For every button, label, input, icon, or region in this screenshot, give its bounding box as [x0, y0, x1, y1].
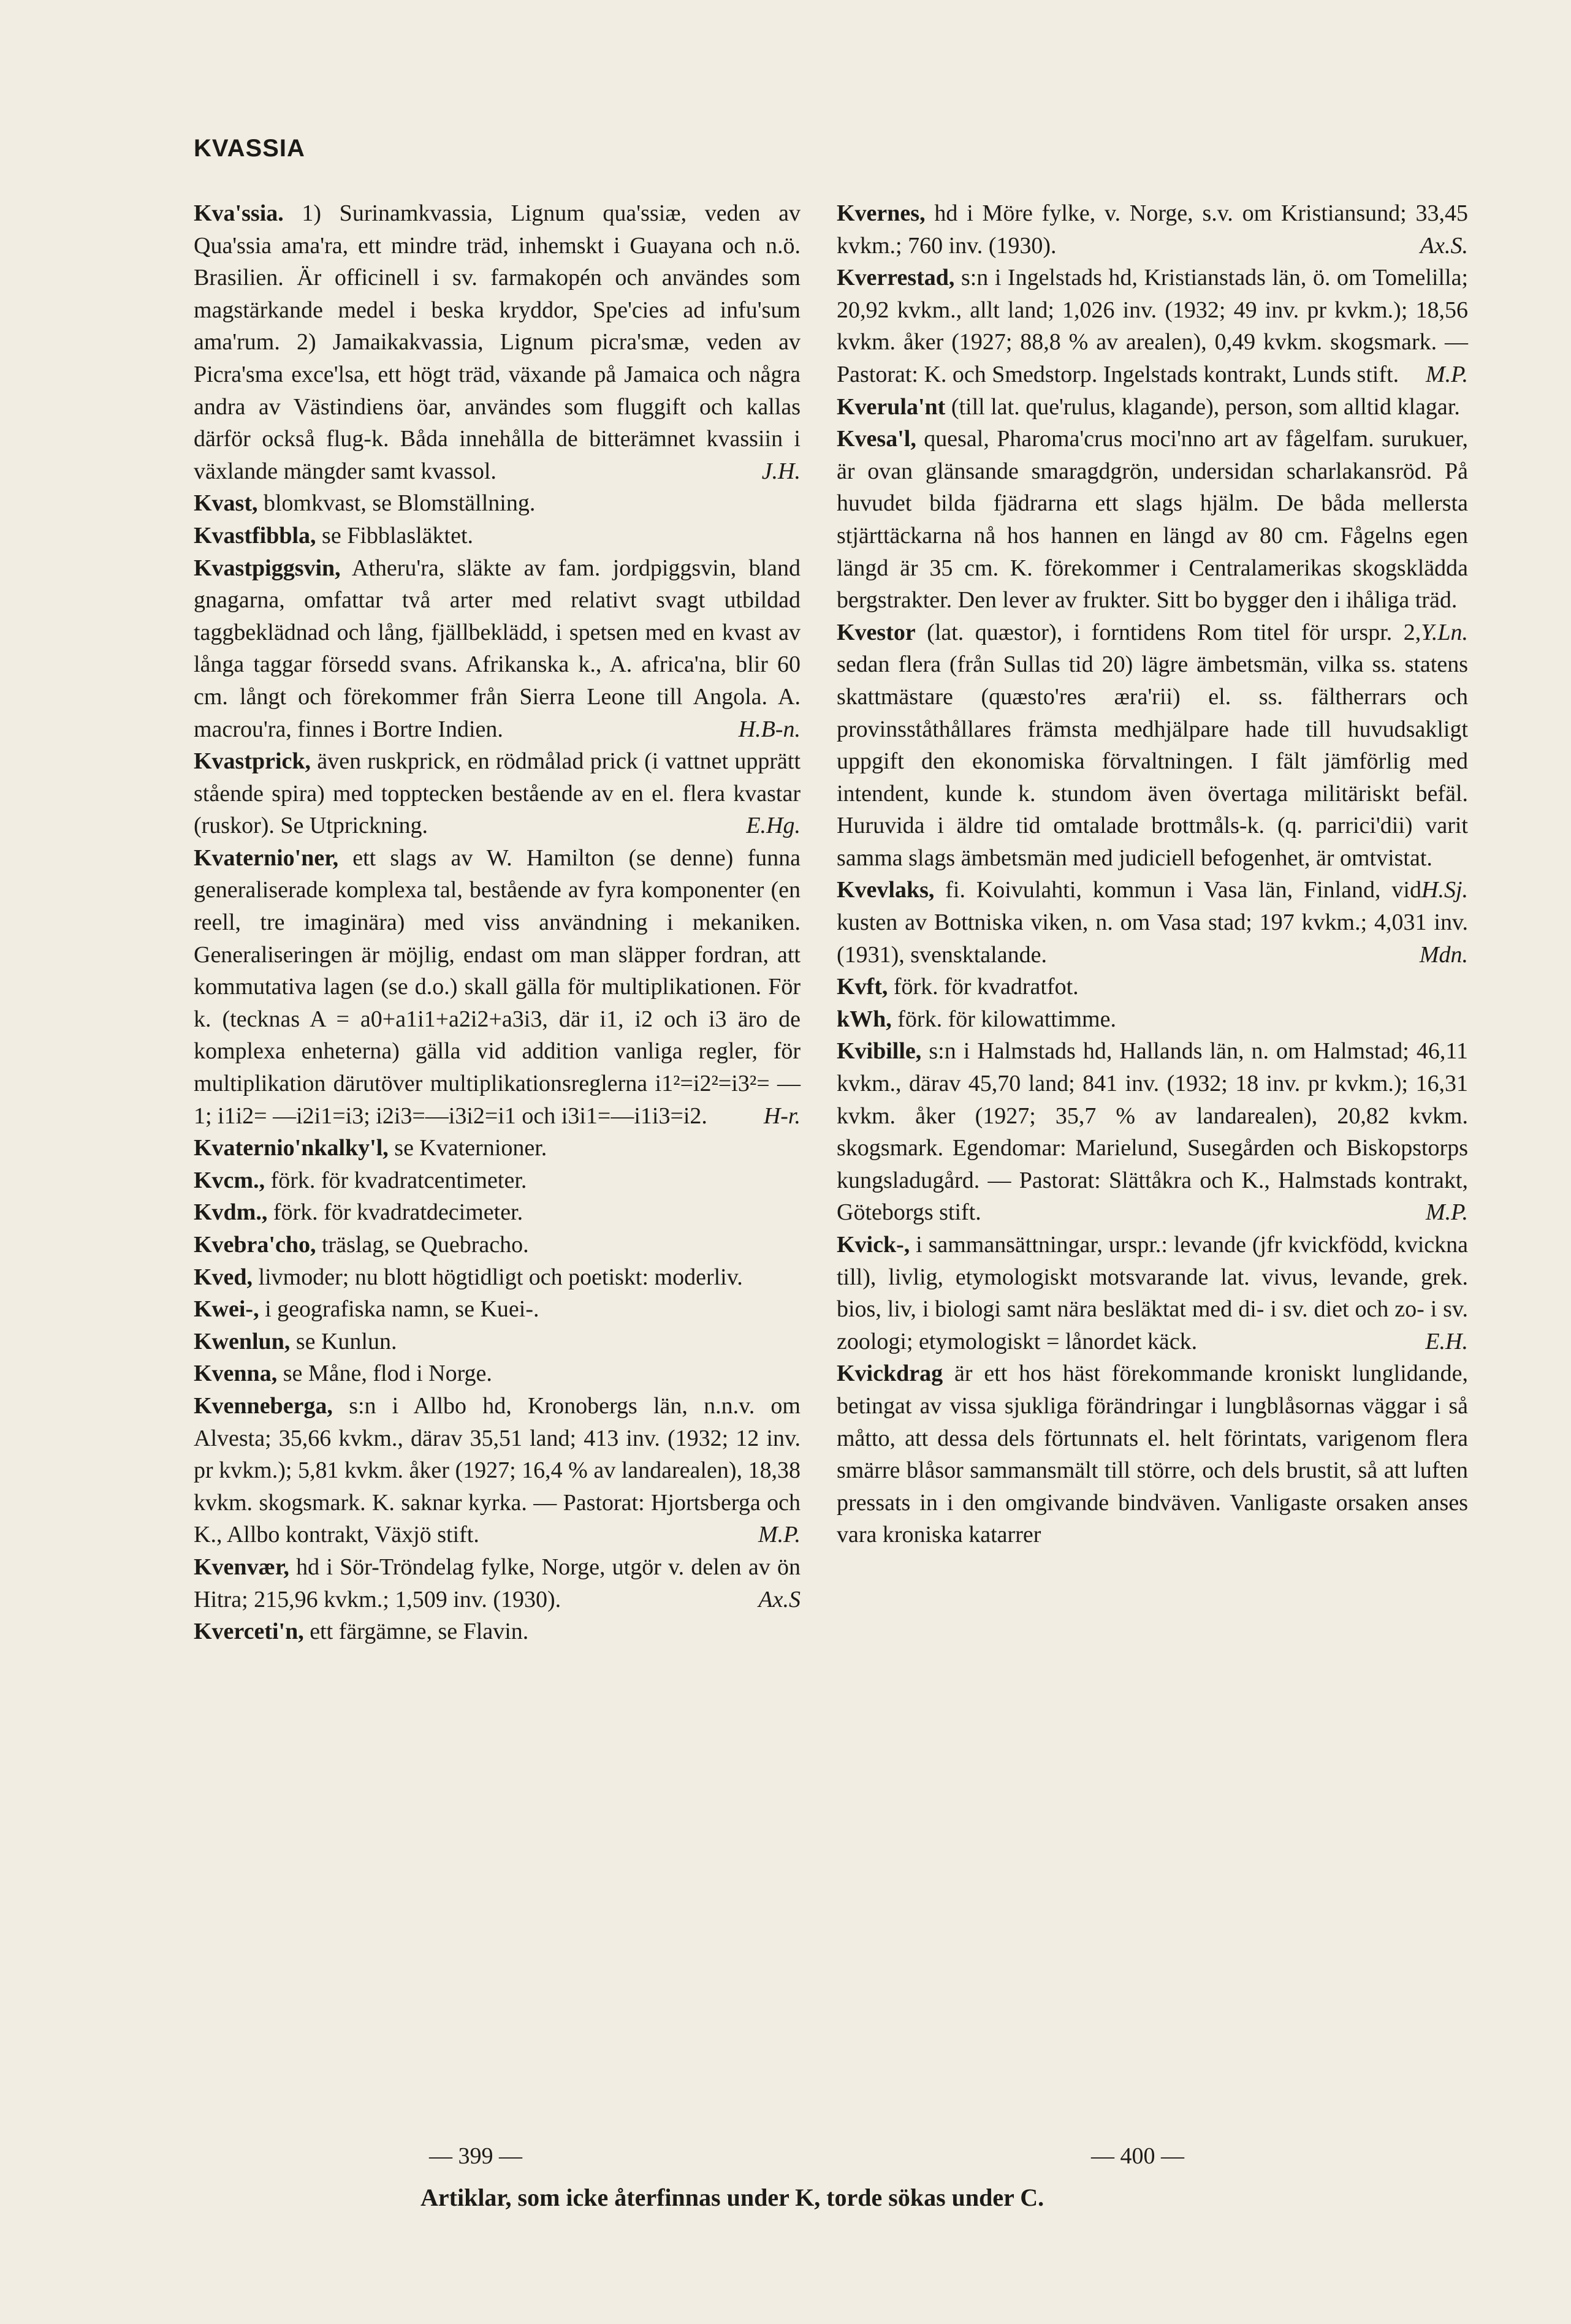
- entry-headword: Kvastfibbla,: [194, 522, 316, 549]
- entry-headword: Kvdm.,: [194, 1199, 268, 1226]
- entry-signature: M.P.: [758, 1522, 801, 1548]
- dictionary-entry: [194, 1616, 801, 1648]
- entry-headword: Kvickdrag: [837, 1361, 943, 1387]
- entry-text: även ruskprick, en rödmålad prick (i vattnet upprätt stående spira) med topptecken bestående av en el. flera kvastar (ruskor). Se Utprickning.: [194, 748, 801, 839]
- entry-headword: Kvestor: [837, 619, 916, 645]
- dictionary-entry: [194, 197, 801, 487]
- entry-headword: Kvastpiggsvin,: [194, 555, 341, 581]
- dictionary-entry: [194, 745, 801, 842]
- entry-text: blomkvast, se Blomställning.: [264, 490, 536, 517]
- entry-text: förk. för kvadratcentimeter.: [270, 1167, 527, 1193]
- page-number-right: — 400 —: [1091, 2143, 1184, 2169]
- entry-headword: Kvick-,: [837, 1232, 910, 1258]
- entry-headword: Kwei-,: [194, 1296, 259, 1323]
- dictionary-entry: [194, 552, 801, 746]
- entry-signature: H.B-n.: [738, 716, 801, 742]
- entry-text: träslag, se Quebracho.: [321, 1232, 529, 1258]
- dictionary-entry: [837, 197, 1468, 262]
- entry-headword: Kvft,: [837, 974, 888, 1000]
- entry-text: Atheru'ra, släkte av fam. jordpiggsvin, bland gnagarna, omfattar två arter med relativt svagt utbildad taggbeklädnad och lång, fjällbeklädd, i spetsen med en kvast av långa taggar försedd svans. Afrikanska k., A. africa'na, blir 60 cm. långt och förekommer från Sierra Leone till Angola. A. macrou'ra, finnes i Bortre Indien.: [194, 555, 801, 742]
- entry-text: se Kunlun.: [295, 1328, 397, 1354]
- entry-signature: Ax.S: [758, 1586, 801, 1612]
- entry-text: se Fibblasläktet.: [322, 522, 474, 549]
- entry-headword: Kverula'nt: [837, 393, 946, 420]
- entry-headword: kWh,: [837, 1006, 892, 1032]
- dictionary-entry: [194, 1261, 801, 1294]
- entry-text: 1) Surinamkvassia, Lignum qua'ssiæ, veden av Qua'ssia ama'ra, ett mindre träd, inhemskt i Guayana och n.ö. Brasilien. Är officinell i sv. farmakopén och användes som magstärkande medel i beska kryddor, Spe'cies ad infu'sum ama'rum. 2) Jamaikakvassia, Lignum picra'smæ, veden av Picra'sma exce'lsa, ett högt träd, växande på Jamaica och några andra av Västindiens öar, användes som fluggift och kallas därför också flug-k. Båda innehålla de bitterämnet kvassiin i växlande mängder samt kvassol.: [194, 200, 801, 484]
- dictionary-entry: [194, 1164, 801, 1197]
- entry-text: förk. för kvadratfot.: [893, 974, 1079, 1000]
- entry-signature: Ax.S.: [1420, 232, 1468, 259]
- dictionary-entry: [837, 971, 1468, 1003]
- dictionary-entry: [194, 1326, 801, 1358]
- entry-text: s:n i Halmstads hd, Hallands län, n. om Halmstad; 46,11 kvkm., därav 45,70 land; 841 inv. (1932; 18 inv. pr kvkm.); 16,31 kvkm. åker (1927; 35,7 % av landarealen), 20,82 kvkm. skogsmark. Egendomar: Marielund, Susegården och Biskopstorps kungsladugård. — Pastorat: Slättåkra och K., Halmstads kontrakt, Göteborgs stift.: [837, 1038, 1469, 1226]
- entry-headword: Kvevlaks,: [837, 877, 935, 903]
- entry-signature: E.Hg.: [746, 813, 801, 839]
- entry-headword: Kverceti'n,: [194, 1619, 304, 1645]
- entry-headword: Kvastprick,: [194, 748, 311, 775]
- entry-signature: M.P.: [1426, 1199, 1468, 1226]
- dictionary-entry: [837, 1229, 1468, 1358]
- entry-text: är ett hos häst förekommande kroniskt lunglidande, betingat av vissa sjukliga förändringar i lungblåsornas väggar i så måtto, att dessa dels förtunnats el. helt förintats, varigenom flera smärre blåsor sammansmält till större, och dels brustit, så att luften pressats in i den omgivande bindväven. Vanligaste orsaken anses vara kroniska katarrer: [837, 1361, 1468, 1548]
- dictionary-entry: [194, 520, 801, 552]
- entry-text: i sammansättningar, urspr.: levande (jfr kvickfödd, kvickna till), livlig, etymologiskt motsvarande lat. vivus, levande, grek. bios, liv, i biologi samt nära besläktat med di- i sv. diet och zo- i sv. zoologi; etymologiskt = lånordet käck.: [837, 1232, 1469, 1354]
- dictionary-entry: [837, 874, 1468, 971]
- dictionary-entry: [194, 487, 801, 520]
- entry-headword: Kvesa'l,: [837, 426, 916, 452]
- entry-text: fi. Koivulahti, kommun i Vasa län, Finland, vid kusten av Bottniska viken, n. om Vasa stad; 197 kvkm.; 4,031 inv. (1931), svensktalande.: [837, 877, 1468, 968]
- entry-headword: Kvernes,: [837, 200, 926, 226]
- running-header: KVASSIA: [194, 135, 305, 162]
- entry-text: s:n i Ingelstads hd, Kristianstads län, ö. om Tomelilla; 20,92 kvkm., allt land; 1,026 inv. (1932; 49 inv. pr kvkm.); 18,56 kvkm. åker (1927; 88,8 % av arealen), 0,49 kvkm. skogsmark. — Pastorat: K. och Smedstorp. Ingelstads kontrakt, Lunds stift.: [837, 265, 1468, 387]
- dictionary-entry: [194, 1229, 801, 1261]
- dictionary-entry: [194, 1358, 801, 1390]
- entry-text: förk. för kilowattimme.: [897, 1006, 1116, 1032]
- entry-headword: Kvaternio'ner,: [194, 845, 339, 871]
- entry-headword: Kvaternio'nkalky'l,: [194, 1135, 389, 1161]
- entry-headword: Kvast,: [194, 490, 258, 517]
- entry-text: förk. för kvadratdecimeter.: [273, 1199, 523, 1226]
- right-column: [837, 197, 1468, 1551]
- entry-headword: Kva'ssia.: [194, 200, 284, 226]
- entry-headword: Kvenna,: [194, 1361, 278, 1387]
- entry-headword: Kvenneberga,: [194, 1392, 333, 1419]
- dictionary-entry: [194, 1390, 801, 1551]
- entry-text: livmoder; nu blott högtidligt och poetiskt: moderliv.: [258, 1264, 743, 1290]
- entry-text: ett färgämne, se Flavin.: [310, 1619, 529, 1645]
- entry-headword: Kvenvær,: [194, 1554, 289, 1580]
- dictionary-entry: [194, 842, 801, 1132]
- footer-note: Artiklar, som icke återfinnas under K, torde sökas under C.: [420, 2184, 1044, 2211]
- dictionary-entry: [837, 1358, 1468, 1551]
- dictionary-entry: [194, 1196, 801, 1229]
- entry-text: hd i Möre fylke, v. Norge, s.v. om Kristiansund; 33,45 kvkm.; 760 inv. (1930).: [837, 200, 1469, 259]
- entry-signature: E.H.: [1425, 1328, 1468, 1354]
- entry-text: (till lat. que'rulus, klagande), person, som alltid klagar.: [951, 393, 1460, 420]
- entry-text: ett slags av W. Hamilton (se denne) funna generaliserade komplexa tal, bestående av fyra komponenter (en reell, tre imaginära) med viss användning i mekaniken. Generaliseringen är möjlig, endast om man släpper fordran, att kommutativa lagen (se d.o.) skall gälla för multiplikationen. För k. (tecknas A = a0+a1i1+a2i2+a3i3, där i1, i2 och i3 äro de komplexa enheterna) gälla vid addition vanliga regler, för multiplikation därutöver multiplikationsreglerna i1²=i2²=i3²= —1; i1i2= —i2i1=i3; i2i3=—i3i2=i1 och i3i1=—i1i3=i2.: [194, 845, 801, 1129]
- entry-headword: Kvibille,: [837, 1038, 922, 1065]
- dictionary-entry: [837, 1003, 1468, 1036]
- entry-text: se Måne, flod i Norge.: [283, 1361, 492, 1387]
- left-column: [194, 197, 801, 1648]
- dictionary-entry: [837, 1035, 1468, 1229]
- dictionary-entry: [194, 1293, 801, 1326]
- entry-signature: H-r.: [763, 1103, 801, 1129]
- entry-signature: J.H.: [761, 458, 801, 484]
- entry-signature: M.P.: [1426, 361, 1468, 387]
- page-number-left: — 399 —: [429, 2143, 522, 2169]
- entry-signature: Mdn.: [1419, 941, 1468, 968]
- entry-text: hd i Sör-Tröndelag fylke, Norge, utgör v. delen av ön Hitra; 215,96 kvkm.; 1,509 inv. (1930).: [194, 1554, 801, 1612]
- entry-headword: Kwenlun,: [194, 1328, 291, 1354]
- entry-headword: Kverrestad,: [837, 265, 955, 291]
- dictionary-entry: [194, 1551, 801, 1616]
- entry-signature: Y.Ln.: [1421, 619, 1468, 645]
- entry-text: quesal, Pharoma'crus moci'nno art av fågelfam. surukuer, är ovan glänsande smaragdgrön, undersidan scharlakansröd. På huvudet bilda fjädrarna ett slags hjälm. De båda mellersta stjärttäckarna nå hos hannen en längd av 80 cm. Fågelns egen längd är 35 cm. K. förekommer i Centralamerikas skogsklädda bergstrakter. Den lever av frukter. Sitt bo bygger den i ihåliga träd.: [837, 426, 1468, 613]
- entry-headword: Kvcm.,: [194, 1167, 265, 1193]
- entry-text: s:n i Allbo hd, Kronobergs län, n.n.v. om Alvesta; 35,66 kvkm., därav 35,51 land; 413 inv. (1932; 12 inv. pr kvkm.); 5,81 kvkm. åker (1927; 16,4 % av landarealen), 18,38 kvkm. skogsmark. K. saknar kyrka. — Pastorat: Hjortsberga och K., Allbo kontrakt, Växjö stift.: [194, 1392, 801, 1548]
- entry-text: (lat. quæstor), i forntidens Rom titel för urspr. 2, sedan flera (från Sullas tid 20) lägre ämbetsmän, vilka ss. statens skattmästare (quæsto'res æra'rii) el. ss. fältherrars och provinsståthållares främsta medhjälpare hade till huvudsakligt uppgift den ekonomiska förvaltningen. I fält jämförlig med intendent, kunde k. stundom även övertaga militäriskt befäl. Huruvida i äldre tid omtalade brottmåls-k. (q. parrici'dii) varit samma slags ämbetsmän med judiciell befogenhet, är omtvistat.: [837, 619, 1468, 871]
- entry-headword: Kved,: [194, 1264, 253, 1290]
- entry-text: i geografiska namn, se Kuei-.: [265, 1296, 539, 1323]
- entry-headword: Kvebra'cho,: [194, 1232, 316, 1258]
- dictionary-entry: [837, 262, 1468, 390]
- entry-text: se Kvaternioner.: [394, 1135, 547, 1161]
- entry-signature: H.Sj.: [1421, 877, 1468, 903]
- dictionary-entry: [194, 1132, 801, 1164]
- dictionary-entry: [837, 391, 1468, 423]
